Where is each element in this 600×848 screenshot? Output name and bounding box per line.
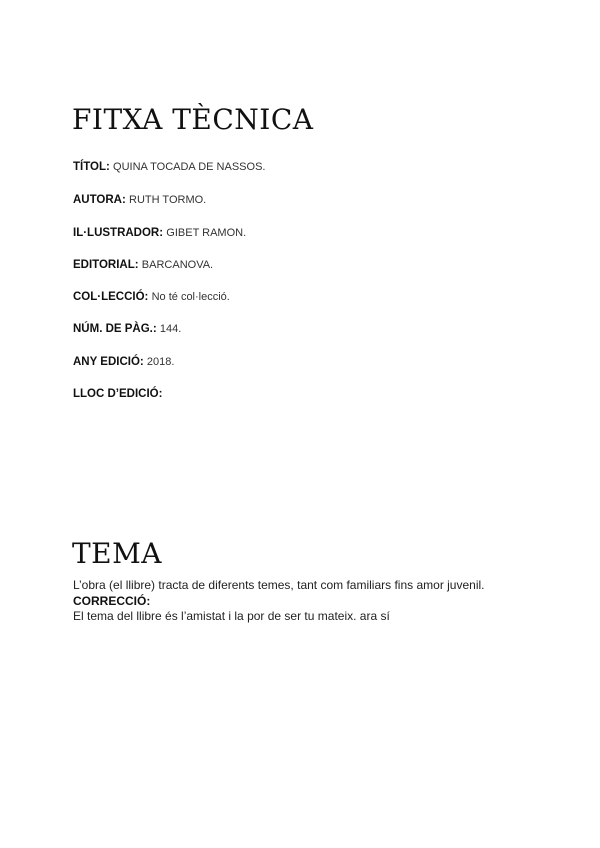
field-editorial <box>73 258 213 272</box>
field-value: 144. <box>159 323 182 335</box>
field-any-edicio <box>73 355 174 369</box>
field-label: EDITORIAL: <box>73 259 139 271</box>
field-value: QUINA TOCADA DE NASSOS. <box>113 161 266 173</box>
field-autora <box>73 193 206 207</box>
field-label: AUTORA: <box>73 194 126 206</box>
field-colleccio <box>73 290 230 304</box>
field-value: BARCANOVA. <box>141 259 214 271</box>
correccio-text: El tema del llibre és l’amistat i la por de ser tu mateix. ara sí <box>73 609 390 623</box>
field-label: NÚM. DE PÀG.: <box>73 323 157 335</box>
field-label: IL·LUSTRADOR: <box>73 227 164 239</box>
field-label: COL·LECCIÓ: <box>73 291 149 303</box>
field-value: RUTH TORMO. <box>129 194 207 206</box>
correccio-label: CORRECCIÓ: <box>73 593 151 608</box>
field-label: TÍTOL: <box>73 161 110 173</box>
field-label: LLOC D’EDICIÓ: <box>73 388 163 400</box>
field-num-pag <box>73 322 181 336</box>
tema-body <box>73 578 533 625</box>
field-titol <box>73 160 265 174</box>
tema-text: L’obra (el llibre) tracta de diferents temes, tant com familiars fins amor juvenil. <box>73 578 485 592</box>
tema-heading: TEMA <box>72 537 163 570</box>
field-value: GIBET RAMON. <box>166 227 247 239</box>
field-label: ANY EDICIÓ: <box>73 356 144 368</box>
field-value: 2018. <box>146 356 175 368</box>
field-illustrador <box>73 226 246 240</box>
field-lloc-edicio <box>73 387 162 401</box>
fitxa-tecnica-heading: FITXA TÈCNICA <box>72 103 314 136</box>
field-value: No té col·lecció. <box>151 291 230 303</box>
